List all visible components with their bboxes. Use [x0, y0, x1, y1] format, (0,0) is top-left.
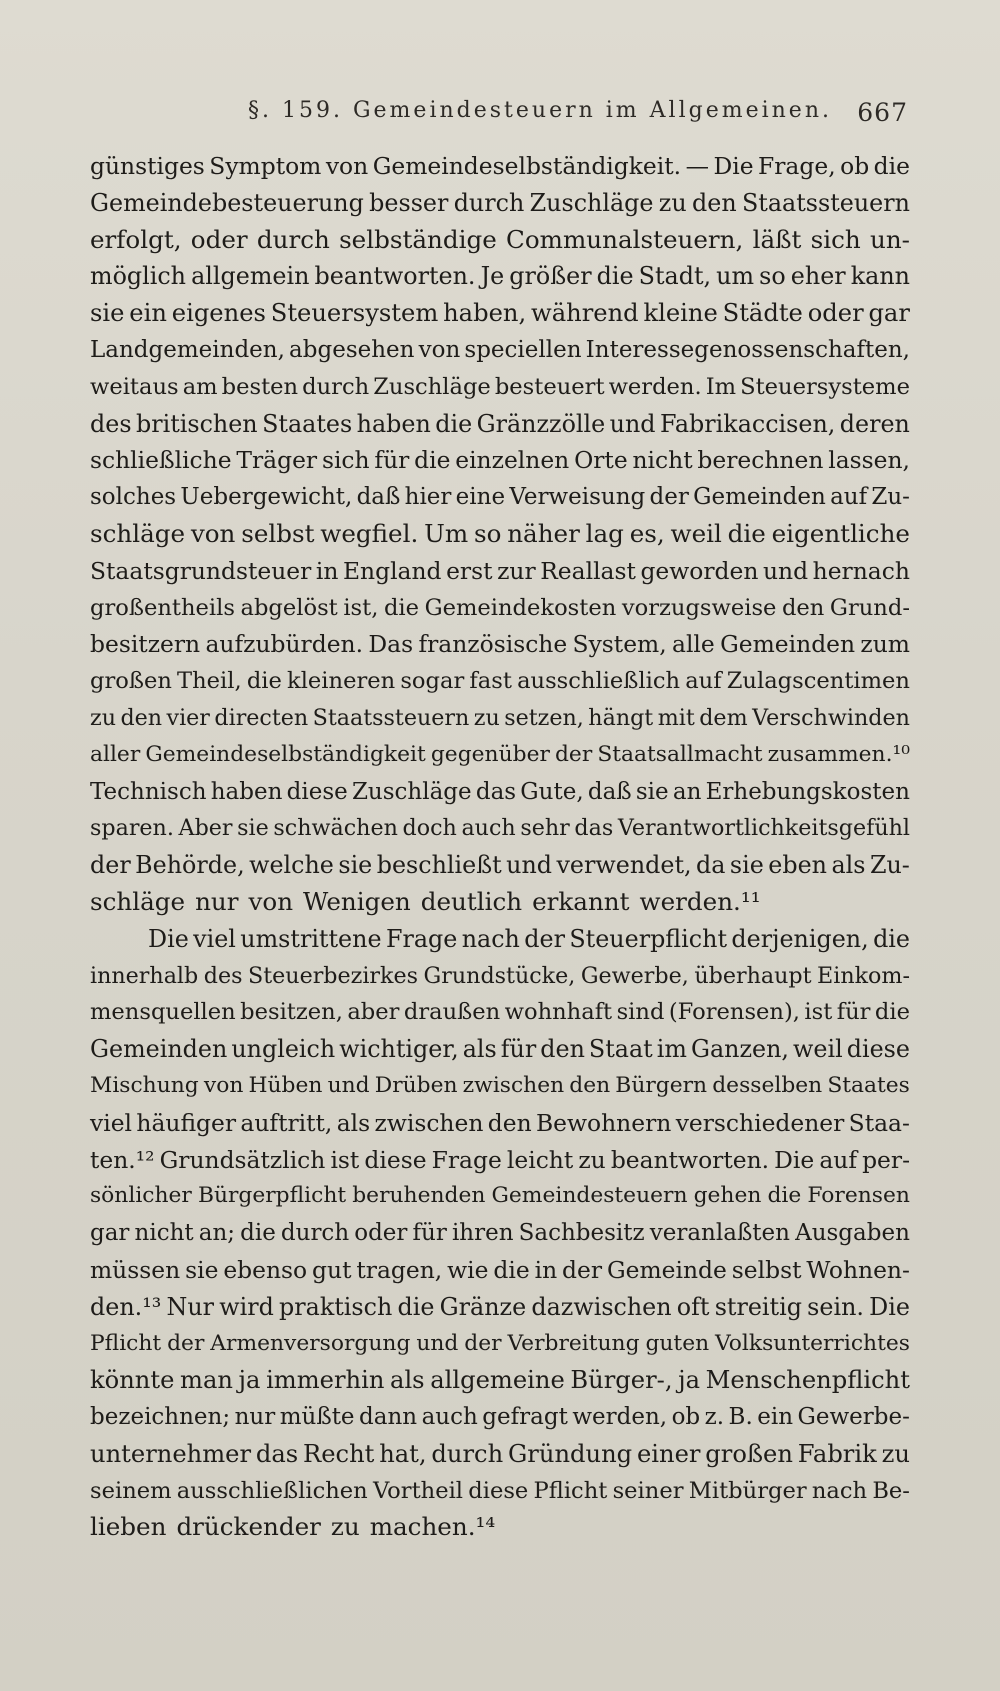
text-line: mensquellen besitzen, aber draußen wohnhaft sind (Forensen), ist für die [90, 999, 910, 1026]
text-line: Technisch haben diese Zuschläge das Gute, daß sie an Erhebungskosten [90, 778, 910, 805]
text-line: schließliche Träger sich für die einzelnen Orte nicht berechnen lassen, [90, 446, 910, 475]
text-line: viel häufiger auftritt, als zwischen den Bewohnern verschiedener Staa- [90, 1108, 910, 1137]
text-line: seinem ausschließlichen Vortheil diese Pflicht seiner Mitbürger nach Be- [90, 1477, 910, 1504]
paragraph-1 [90, 148, 910, 921]
text-line: großen Theil, die kleineren sogar fast ausschließlich auf Zulagscentimen [90, 668, 910, 695]
text-line: schläge nur von Wenigen deutlich erkannt werden.¹¹ [90, 886, 761, 916]
text-line: erfolgt, oder durch selbständige Communalsteuern, läßt sich un- [90, 224, 910, 254]
page-header [90, 92, 910, 140]
text-line: Die viel umstrittene Frage nach der Steuerpflicht derjenigen, die [148, 924, 910, 953]
text-line: besitzern aufzubürden. Das französische System, alle Gemeinden zum [90, 630, 910, 659]
text-line: Landgemeinden, abgesehen von speciellen Interessegenossenschaften, [90, 336, 910, 363]
text-line: müssen sie ebenso gut tragen, wie die in der Gemeinde selbst Wohnen- [90, 1255, 910, 1284]
text-line: sie ein eigenes Steuersystem haben, während kleine Städte oder gar [90, 299, 910, 328]
text-line: zu den vier directen Staatssteuern zu setzen, hängt mit dem Verschwinden [90, 704, 910, 731]
text-line: sönlicher Bürgerpflicht beruhenden Gemeindesteuern gehen die Forensen [90, 1183, 910, 1209]
text-line: Gemeinden ungleich wichtiger, als für den Staat im Ganzen, weil diese [90, 1035, 910, 1064]
text-line: lieben drückender zu machen.¹⁴ [90, 1512, 496, 1542]
text-line: des britischen Staates haben die Gränzzölle und Fabrikaccisen, deren [90, 409, 910, 438]
text-line: ten.¹² Grundsätzlich ist diese Frage leicht zu beantworten. Die auf per- [90, 1145, 910, 1174]
text-line: günstiges Symptom von Gemeindeselbständigkeit. — Die Frage, ob die [90, 152, 910, 180]
body-text [90, 148, 910, 1546]
running-title: §. 159. Gemeindesteuern im Allgemeinen. [248, 98, 832, 123]
text-line: gar nicht an; die durch oder für ihren Sachbesitz veranlaßten Ausgaben [90, 1220, 910, 1247]
page-number: 667 [857, 98, 908, 127]
text-line: Staatsgrundsteuer in England erst zur Reallast geworden und hernach [90, 556, 910, 585]
text-line: möglich allgemein beantworten. Je größer die Stadt, um so eher kann [90, 262, 910, 291]
paragraph-2 [90, 921, 910, 1547]
text-line: Mischung von Hüben und Drüben zwischen den Bürgern desselben Staates [90, 1072, 910, 1098]
text-line: großentheils abgelöst ist, die Gemeindekosten vorzugsweise den Grund- [90, 594, 910, 621]
text-line: schläge von selbst wegfiel. Um so näher lag es, weil die eigentliche [90, 518, 910, 548]
text-line: innerhalb des Steuerbezirkes Grundstücke, Gewerbe, überhaupt Einkom- [90, 962, 910, 989]
text-line: bezeichnen; nur müßte dann auch gefragt werden, ob z. B. ein Gewerbe- [90, 1404, 910, 1431]
text-line: Pflicht der Armenversorgung und der Verbreitung guten Volksunterrichtes [90, 1330, 910, 1356]
text-line: den.¹³ Nur wird praktisch die Gränze dazwischen oft streitig sein. Die [90, 1292, 910, 1321]
text-line: solches Uebergewicht, daß hier eine Verweisung der Gemeinden auf Zu- [90, 484, 910, 511]
text-line: der Behörde, welche sie beschließt und verwendet, da sie eben als Zu- [90, 851, 910, 880]
text-line: könnte man ja immerhin als allgemeine Bürger-, ja Menschenpflicht [90, 1366, 910, 1395]
text-line: weitaus am besten durch Zuschläge besteuert werden. Im Steuersysteme [90, 373, 910, 400]
text-line: Gemeindebesteuerung besser durch Zuschläge zu den Staatssteuern [90, 188, 910, 217]
text-line: aller Gemeindeselbständigkeit gegenüber der Staatsallmacht zusammen.¹⁰ [90, 741, 910, 767]
text-line: unternehmer das Recht hat, durch Gründung einer großen Fabrik zu [90, 1439, 910, 1468]
text-line: sparen. Aber sie schwächen doch auch sehr das Verantwortlichkeitsgefühl [90, 815, 910, 842]
